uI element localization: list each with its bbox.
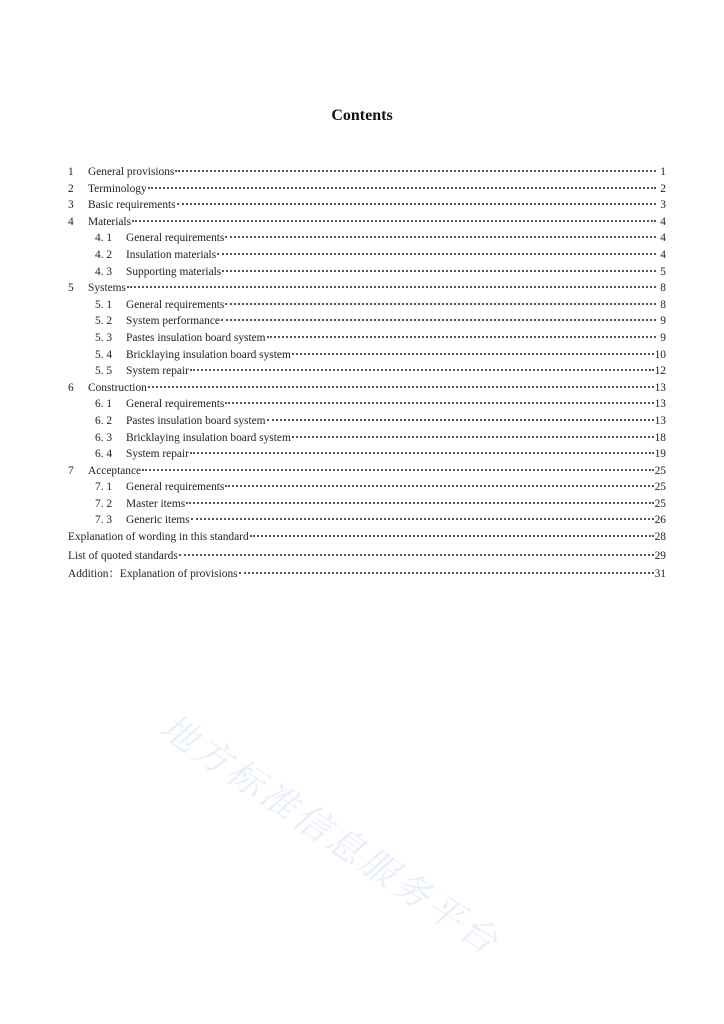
toc-subentry[interactable]: [68, 446, 666, 463]
toc-number: 5. 4: [95, 348, 113, 361]
toc-subentry[interactable]: [68, 264, 666, 281]
toc-page-number: 8: [660, 282, 666, 295]
toc-subentry[interactable]: [68, 413, 666, 430]
toc-label: General requirements: [126, 298, 225, 311]
toc-entry[interactable]: [68, 548, 666, 565]
toc-label: Materials: [88, 215, 132, 228]
page-title: Contents: [331, 107, 393, 124]
toc-page-number: 25: [654, 464, 666, 477]
toc-page-number: 13: [654, 398, 666, 411]
toc-page-number: 1: [660, 166, 666, 178]
toc-label: Basic requirements: [88, 199, 176, 212]
dot-leader: [267, 418, 654, 421]
dot-leader: [221, 318, 656, 321]
toc-page-number: 12: [654, 365, 666, 378]
toc-page-number: 31: [654, 568, 666, 581]
toc-label: System repair: [126, 448, 189, 461]
toc-number: 7. 2: [95, 497, 113, 510]
toc-number: 6. 4: [95, 448, 113, 461]
toc-subentry[interactable]: [68, 479, 666, 496]
toc-page-number: 2: [660, 182, 666, 195]
toc-label: Master items: [126, 497, 186, 510]
dot-leader: [217, 252, 656, 255]
toc-subentry[interactable]: [68, 430, 666, 447]
toc-entry[interactable]: [68, 164, 666, 181]
toc-page-number: 25: [654, 481, 666, 494]
toc-number: 5. 3: [95, 331, 113, 344]
toc-number: 1: [68, 166, 74, 178]
toc-number: 5: [68, 282, 74, 295]
toc-page-number: 4: [660, 215, 666, 228]
toc-page-number: 4: [660, 248, 666, 261]
dot-leader: [239, 571, 654, 574]
toc-label: Addition：Explanation of provisions: [68, 568, 238, 581]
toc-number: 5. 5: [95, 365, 113, 378]
toc-label: General provisions: [88, 166, 175, 178]
toc-page-number: 13: [654, 414, 666, 427]
toc-page-number: 25: [654, 497, 666, 510]
toc-number: 6. 3: [95, 431, 113, 444]
toc-label: List of quoted standards: [68, 549, 178, 562]
toc-label: Insulation materials: [126, 248, 217, 261]
toc-entry[interactable]: [68, 529, 666, 546]
toc-subentry[interactable]: [68, 297, 666, 314]
dot-leader: [250, 534, 654, 537]
dot-leader: [175, 169, 656, 172]
toc-label: Bricklaying insulation board system: [126, 348, 291, 361]
toc-number: 7. 1: [95, 481, 113, 494]
toc-label: System repair: [126, 365, 189, 378]
toc-label: Generic items: [126, 514, 190, 527]
dot-leader: [186, 501, 653, 504]
toc-subentry[interactable]: [68, 363, 666, 380]
dot-leader: [225, 302, 656, 305]
toc-page-number: 28: [654, 531, 666, 544]
toc-number: 4. 2: [95, 248, 113, 261]
toc-subentry[interactable]: [68, 496, 666, 513]
toc-number: 2: [68, 182, 74, 195]
toc-entry[interactable]: [68, 197, 666, 214]
toc-page-number: 9: [660, 331, 666, 344]
toc-subentry[interactable]: [68, 230, 666, 247]
watermark: 地方标准信息服务平台: [152, 706, 508, 965]
toc-label: Pastes insulation board system: [126, 331, 266, 344]
toc-page-number: 26: [654, 514, 666, 527]
toc-label: General requirements: [126, 481, 225, 494]
dot-leader: [292, 435, 654, 438]
table-of-contents: [68, 164, 666, 583]
toc-entry[interactable]: [68, 380, 666, 397]
toc-number: 6. 1: [95, 398, 113, 411]
toc-number: 5. 2: [95, 315, 113, 328]
toc-label: Supporting materials: [126, 265, 222, 278]
toc-subentry[interactable]: [68, 396, 666, 413]
toc-label: General requirements: [126, 232, 225, 245]
dot-leader: [177, 202, 656, 205]
toc-entry[interactable]: [68, 566, 666, 583]
toc-label: General requirements: [126, 398, 225, 411]
toc-label: System performance: [126, 315, 220, 328]
toc-label: Bricklaying insulation board system: [126, 431, 291, 444]
dot-leader: [148, 186, 656, 189]
dot-leader: [190, 368, 654, 371]
toc-entry[interactable]: [68, 181, 666, 198]
toc-page-number: 19: [654, 448, 666, 461]
dot-leader: [127, 285, 656, 288]
toc-subentry[interactable]: [68, 330, 666, 347]
toc-page-number: 3: [660, 199, 666, 212]
toc-label: Terminology: [88, 182, 147, 195]
toc-subentry[interactable]: [68, 512, 666, 529]
toc-label: Systems: [88, 282, 126, 295]
toc-number: 4. 1: [95, 232, 113, 245]
dot-leader: [132, 219, 656, 222]
dot-leader: [191, 517, 654, 520]
toc-subentry[interactable]: [68, 247, 666, 264]
toc-label: Explanation of wording in this standard: [68, 531, 249, 544]
toc-page-number: 13: [654, 381, 666, 394]
toc-number: 4: [68, 215, 74, 228]
dot-leader: [292, 352, 654, 355]
toc-number: 3: [68, 199, 74, 212]
dot-leader: [222, 269, 656, 272]
toc-number: 4. 3: [95, 265, 113, 278]
toc-number: 5. 1: [95, 298, 113, 311]
toc-page-number: 9: [660, 315, 666, 328]
toc-page-number: 29: [654, 549, 666, 562]
toc-number: 7. 3: [95, 514, 113, 527]
toc-entry[interactable]: [68, 463, 666, 480]
dot-leader: [148, 385, 654, 388]
toc-number: 6. 2: [95, 414, 113, 427]
toc-entry[interactable]: [68, 214, 666, 231]
toc-page-number: 10: [654, 348, 666, 361]
dot-leader: [225, 484, 653, 487]
toc-page-number: 18: [654, 431, 666, 444]
toc-subentry[interactable]: [68, 313, 666, 330]
toc-entry[interactable]: [68, 280, 666, 297]
dot-leader: [179, 553, 654, 556]
toc-label: Acceptance: [88, 464, 142, 477]
dot-leader: [225, 401, 653, 404]
toc-page-number: 5: [660, 265, 666, 278]
toc-subentry[interactable]: [68, 347, 666, 364]
dot-leader: [267, 335, 656, 338]
toc-label: Construction: [88, 381, 147, 394]
dot-leader: [225, 235, 656, 238]
toc-page-number: 4: [660, 232, 666, 245]
toc-number: 6: [68, 381, 74, 394]
toc-number: 7: [68, 464, 74, 477]
toc-page-number: 8: [660, 298, 666, 311]
dot-leader: [142, 468, 653, 471]
dot-leader: [190, 451, 654, 454]
toc-label: Pastes insulation board system: [126, 414, 266, 427]
